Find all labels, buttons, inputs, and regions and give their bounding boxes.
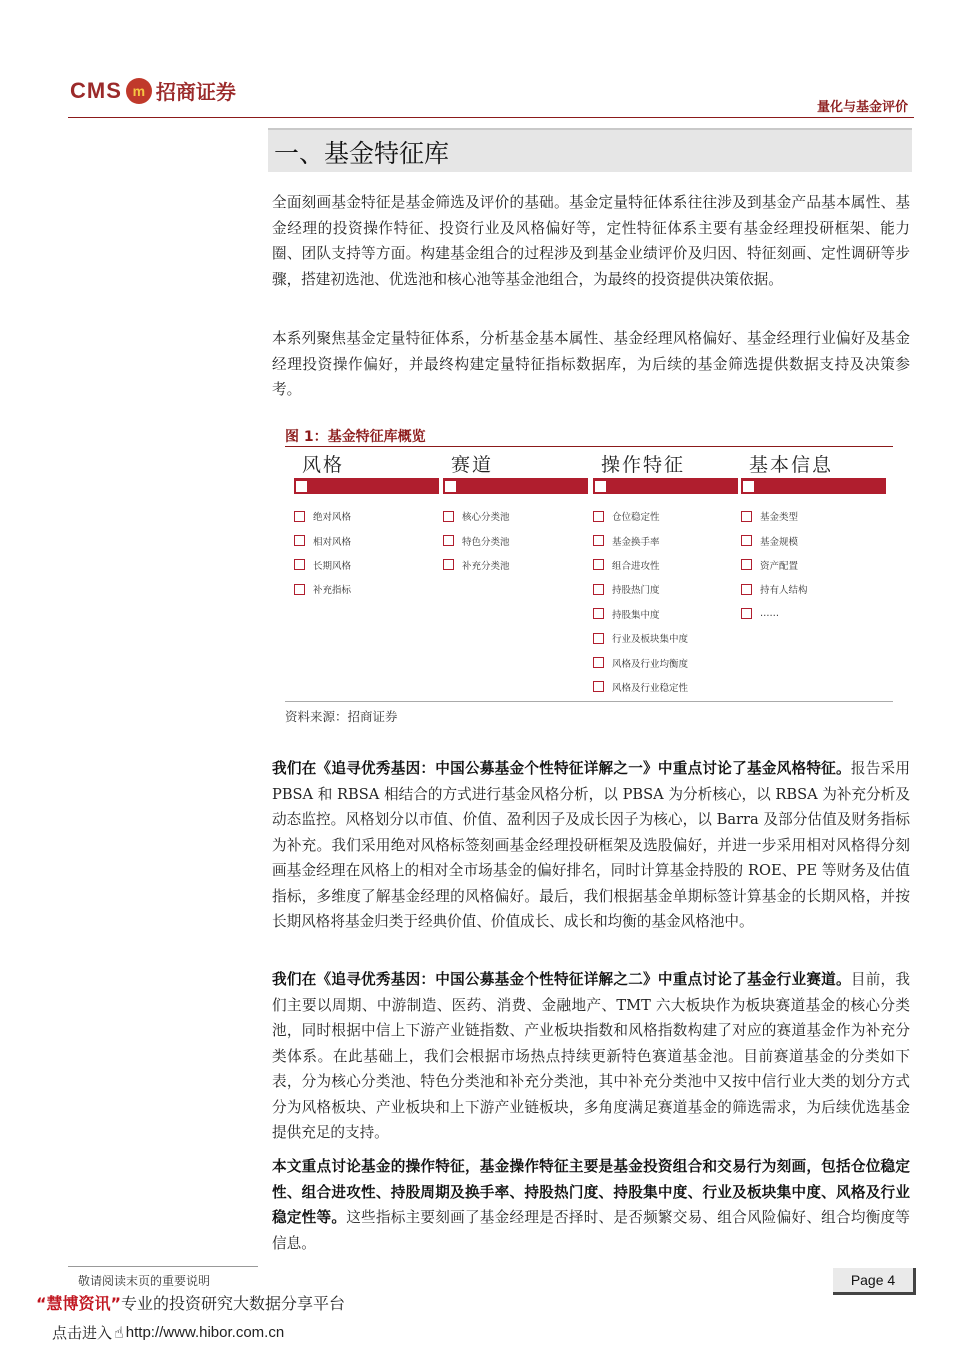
list-item — [294, 553, 439, 577]
paragraph-series: 本系列聚焦基金定量特征体系，分析基金基本属性、基金经理风格偏好、基金经理行业偏好及基金经理投资操作偏好，并最终构建定量特征指标数据库，为后续的基金筛选提供数据支持及决策参考。 — [272, 330, 910, 398]
header-category: 量化与基金评价 — [816, 100, 908, 115]
checkbox-icon — [445, 481, 456, 492]
item-label: 基金类型 — [760, 512, 799, 524]
checkbox-icon — [294, 511, 305, 522]
column-bar — [741, 478, 886, 494]
paragraph-intro: 全面刻画基金特征是基金筛选及评价的基础。基金定量特征体系往往涉及到基金产品基本属性、基金经理的投资操作特征、投资行业及风格偏好等，定性特征体系主要有基金经理投研框架、能力圈、团队支持等方面。构建基金组合的过程涉及到基金业绩评价及归因、特征刻画、定性调研等步骤，搭建初选池、优选池和核心池等基金池组合，为最终的投资提供决策依据。 — [272, 194, 910, 288]
item-label: 长期风格 — [313, 560, 352, 572]
checkbox-icon — [294, 559, 305, 570]
column-bar — [593, 478, 738, 494]
checkbox-icon — [294, 584, 305, 595]
figure-source: 资料来源：招商证券 — [285, 709, 398, 724]
logo-latin: CMS — [70, 77, 122, 103]
checkbox-icon — [593, 657, 604, 668]
logo-mark-icon: m — [126, 78, 152, 104]
item-label: 风格及行业均衡度 — [612, 658, 689, 670]
paragraph-track-lead: 我们在《追寻优秀基因：中国公募基金个性特征详解之二》中重点讨论了基金行业赛道。 — [272, 971, 851, 988]
list-item — [741, 577, 886, 601]
paragraph-track-body: 目前，我们主要以周期、中游制造、医药、消费、金融地产、TMT 六大板块作为板块赛道基金的核心分类池，同时根据中信上下游产业链指数、产业板块指数和风格指数构建了对应的赛道基金作为补充分类体系。在此基础上，我们会根据市场热点持续更新特色赛道基金池。目前赛道基金的分类如下表，分为核心分类池、特色分类池和补充分类池，其中补充分类池中又按中信行业大类的划分方式分为风格板块、产业板块和上下游产业链板块，多角度满足赛道基金的筛选需求，为后续优选基金提供充足的支持。 — [272, 971, 910, 1141]
paragraph-operation-lead: 本文重点讨论基金的操作特征，基金操作特征主要是基金投资组合和交易行为刻画，包括仓位稳定性、组合进攻性、持股周期及换手率、持股热门度、持股集中度、行业及板块集中度、风格及行业稳定性等。 — [272, 1158, 910, 1226]
list-item — [741, 602, 886, 626]
column-head: 基本信息 — [749, 454, 834, 476]
list-item — [294, 577, 439, 601]
promo-brand: “慧博资讯” — [36, 1294, 122, 1313]
column-bar — [294, 478, 439, 494]
checkbox-icon — [593, 633, 604, 644]
list-item — [741, 504, 886, 528]
checkbox-icon — [593, 681, 604, 692]
click-text: 点击进入 — [52, 1324, 113, 1342]
section-title: 一、基金特征库 — [274, 139, 450, 168]
item-label: 基金换手率 — [612, 536, 660, 548]
list-item — [593, 675, 738, 699]
checkbox-icon — [593, 535, 604, 546]
figure-column-operation — [593, 450, 738, 699]
checkbox-icon — [743, 481, 754, 492]
paragraph-style-body: 报告采用 PBSA 和 RBSA 相结合的方式进行基金风格分析，以 PBSA 为分析核心，以 RBSA 为补充分析及动态监控。风格划分以市值、价值、盈利因子及成长因子为核心，以 Barra 及部分估值及财务指标为补充。我们采用绝对风格标签刻画基金经理投研框架及选股偏好，并进一步采用相对风格得分刻画基金经理在风格上的相对全市场基金的偏好排名，同时计算基金持股的 ROE、PE 等财务及估值指标，多维度了解基金经理的风格偏好。最后，我们根据基金单期标签计算基金的长期风格，并按长期风格将基金归类于经典价值、价值成长、成长和均衡的基金风格池中。 — [272, 760, 910, 930]
column-head: 风格 — [302, 454, 345, 476]
paragraph-style — [272, 756, 910, 935]
figure-column-basic-info — [741, 450, 886, 626]
list-item — [294, 504, 439, 528]
checkbox-icon — [741, 584, 752, 595]
item-label: …… — [760, 608, 779, 620]
checkbox-icon — [741, 559, 752, 570]
item-label: 持股集中度 — [612, 609, 660, 621]
item-label: 基金规模 — [760, 536, 799, 548]
checkbox-icon — [443, 511, 454, 522]
list-item — [294, 528, 439, 552]
list-item — [593, 553, 738, 577]
section-title-bar — [268, 128, 912, 172]
list-item — [741, 553, 886, 577]
checkbox-icon — [443, 559, 454, 570]
figure-column-track — [443, 450, 588, 577]
figure-bottom-rule — [285, 701, 893, 702]
promo-url-link[interactable]: http://www.hibor.com.cn — [125, 1324, 285, 1341]
checkbox-icon — [294, 535, 305, 546]
pointer-hand-icon: ☝ — [114, 1323, 124, 1342]
checkbox-icon — [741, 535, 752, 546]
checkbox-icon — [296, 481, 307, 492]
promo-text: 专业的投资研究大数据分享平台 — [121, 1294, 346, 1313]
footer-note: 敬请阅读末页的重要说明 — [78, 1274, 211, 1288]
paragraph-operation — [272, 1154, 910, 1256]
item-label: 组合进攻性 — [612, 560, 660, 572]
list-item — [593, 650, 738, 674]
checkbox-icon — [595, 481, 606, 492]
item-label: 行业及板块集中度 — [612, 634, 689, 646]
item-label: 核心分类池 — [462, 512, 510, 524]
checkbox-icon — [593, 511, 604, 522]
paragraph-style-lead: 我们在《追寻优秀基因：中国公募基金个性特征详解之一》中重点讨论了基金风格特征。 — [272, 760, 851, 777]
paragraph-operation-body: 这些指标主要刻画了基金经理是否择时、是否频繁交易、组合风险偏好、组合均衡度等信息。 — [272, 1209, 910, 1252]
item-label: 补充分类池 — [462, 560, 510, 572]
checkbox-icon — [741, 511, 752, 522]
list-item — [593, 602, 738, 626]
checkbox-icon — [593, 584, 604, 595]
promo-line — [36, 1291, 345, 1314]
page-number: Page 4 — [833, 1268, 916, 1295]
column-bar — [443, 478, 588, 494]
column-head: 赛道 — [451, 454, 494, 476]
list-item — [593, 504, 738, 528]
header-divider — [68, 117, 914, 118]
item-label: 持股热门度 — [612, 585, 660, 597]
item-label: 相对风格 — [313, 536, 352, 548]
list-item — [593, 626, 738, 650]
logo-cn: 招商证券 — [155, 80, 236, 104]
column-head: 操作特征 — [601, 454, 686, 476]
checkbox-icon — [443, 535, 454, 546]
item-label: 资产配置 — [760, 560, 799, 572]
promo-link-line[interactable] — [52, 1322, 284, 1343]
checkbox-icon — [593, 559, 604, 570]
footer-divider — [68, 1266, 258, 1267]
list-item — [443, 553, 588, 577]
figure-caption: 图 1：基金特征库概览 — [285, 429, 426, 445]
item-label: 补充指标 — [313, 585, 352, 597]
checkbox-icon — [741, 608, 752, 619]
list-item — [741, 528, 886, 552]
item-label: 仓位稳定性 — [612, 512, 660, 524]
item-label: 绝对风格 — [313, 512, 352, 524]
figure-column-style — [294, 450, 439, 602]
list-item — [593, 577, 738, 601]
list-item — [443, 528, 588, 552]
item-label: 特色分类池 — [462, 536, 510, 548]
paragraph-track — [272, 967, 910, 1146]
list-item — [593, 528, 738, 552]
logo — [70, 76, 236, 105]
item-label: 持有人结构 — [760, 585, 808, 597]
figure-top-rule — [285, 446, 893, 447]
list-item — [443, 504, 588, 528]
checkbox-icon — [593, 608, 604, 619]
item-label: 风格及行业稳定性 — [612, 682, 689, 694]
